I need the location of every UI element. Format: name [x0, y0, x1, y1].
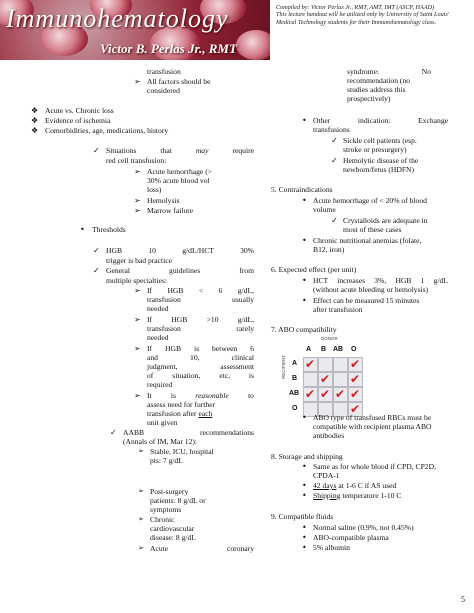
- text-line: Crystalloids are adequate in: [343, 216, 428, 225]
- arrowhead-bullet-icon: ➢: [134, 206, 141, 215]
- text-line: and 10, clinical: [147, 353, 254, 362]
- text-line: Sickle cell patients (esp.: [343, 136, 417, 145]
- text-line: Acute hemorrhage of < 20% of blood: [313, 196, 427, 205]
- text-line: symptoms: [150, 505, 182, 514]
- credit-line: Medical Technology students for their Immunohematology class.: [276, 18, 437, 26]
- arrowhead-bullet-icon: ➢: [134, 77, 141, 86]
- text-line: HGB 10 g/dL/HCT 30%: [106, 246, 254, 255]
- check-bullet-icon: ✓: [331, 216, 338, 225]
- text-line: If HGB is between 6: [147, 344, 254, 353]
- text-line: Acute coronary: [150, 544, 254, 553]
- bullet-dot-icon: •: [302, 276, 307, 285]
- diamond-bullet-icon: ❖: [31, 126, 39, 135]
- donor-column-header: AB: [333, 346, 344, 353]
- recipient-row-header: A: [292, 360, 298, 367]
- abo-compatibility-table: [281, 336, 363, 416]
- text-line: assess need for further: [147, 400, 216, 409]
- text-line: transfusions: [313, 125, 350, 134]
- text-line: Acute vs. Chronic loss: [45, 106, 114, 115]
- check-mark-icon: ✔: [350, 402, 361, 416]
- text-line: AABB recommendations: [123, 428, 254, 437]
- text-line: Chronic nutritional anemias (folate,: [313, 236, 422, 245]
- check-bullet-icon: ✓: [93, 246, 100, 255]
- text-line: ABO type of transfused RBCs must be: [313, 413, 432, 422]
- text-line: Shipping temperature 1-10 C: [313, 491, 402, 500]
- check-mark-icon: ✔: [305, 387, 316, 401]
- text-line: newborn/fetus (HDFN): [343, 165, 415, 174]
- text-line: Evidence of ischemia: [45, 116, 111, 125]
- text-line: ABO-compatible plasma: [313, 533, 389, 542]
- text-line: transfusion rarely: [147, 324, 254, 333]
- text-line: needed: [147, 333, 169, 342]
- text-line: stroke or presurgery): [343, 145, 407, 154]
- text-line: (Annals of IM, Mar 12):: [123, 437, 198, 446]
- text-line: (without acute bleeding or hemolysis): [313, 285, 429, 294]
- check-bullet-icon: ✓: [331, 156, 338, 165]
- section-heading: 5. Contraindications: [271, 185, 333, 194]
- donor-column-header: O: [351, 346, 357, 353]
- bullet-dot-icon: •: [302, 543, 307, 552]
- credit-line: This lecture handout will be utilized only by University of Saint Louis': [276, 11, 450, 19]
- recipient-row-header: O: [292, 405, 298, 412]
- text-line: needed: [147, 304, 169, 313]
- compatibility-cell: [333, 372, 348, 387]
- check-bullet-icon: ✓: [110, 428, 117, 437]
- check-mark-icon: ✔: [350, 387, 361, 401]
- bullet-dot-icon: •: [302, 236, 307, 245]
- check-bullet-icon: ✓: [331, 136, 338, 145]
- text-line: recommendation (no: [347, 76, 411, 85]
- text-line: Hemolysis: [147, 196, 180, 205]
- check-mark-icon: ✔: [335, 387, 346, 401]
- text-line: volume: [313, 205, 336, 214]
- text-line: Hemolytic disease of the: [343, 156, 419, 165]
- banner-title: Immunohematology: [6, 4, 229, 33]
- text-line: prospectively): [347, 94, 391, 103]
- arrowhead-bullet-icon: ➢: [134, 167, 141, 176]
- text-line: judgment, assessment: [147, 362, 254, 371]
- text-line: Other indication: Exchange: [313, 116, 448, 125]
- arrow-bullet-icon: ➢: [138, 487, 144, 495]
- recipient-label: RECIPIENT: [281, 354, 286, 379]
- donor-label: DONOR: [321, 336, 338, 341]
- arrow-bullet-icon: ➢: [138, 447, 144, 455]
- text-line: Acute hemorrhage (>: [147, 167, 213, 176]
- text-line: syndrome: No: [347, 67, 431, 76]
- bullet-dot-icon: •: [80, 225, 85, 234]
- donor-column-header: A: [306, 346, 312, 353]
- recipient-row-header: B: [292, 375, 298, 382]
- text-line: studies address this: [347, 85, 406, 94]
- text-line: loss): [147, 185, 162, 194]
- text-line: most of these cases: [343, 225, 402, 234]
- text-line: Post-surgery: [150, 487, 189, 496]
- compatibility-cell: [318, 357, 333, 372]
- compatibility-cell: [333, 357, 348, 372]
- bullet-dot-icon: •: [302, 462, 307, 471]
- text-line: CPDA-1: [313, 471, 340, 480]
- bullet-dot-icon: •: [302, 523, 307, 532]
- text-line: multiple specialties:: [106, 276, 167, 285]
- section-heading: 6. Expected effect (per unit): [271, 265, 357, 274]
- diamond-bullet-icon: ❖: [31, 106, 39, 115]
- arrow-bullet-icon: ➢: [138, 544, 144, 552]
- arrowhead-bullet-icon: ➢: [134, 196, 141, 205]
- donor-column-header: B: [321, 346, 327, 353]
- text-line: All factors should be: [147, 77, 211, 86]
- diamond-bullet-icon: ❖: [31, 116, 39, 125]
- text-line: transfusion: [147, 67, 181, 76]
- text-line: transfusion after each: [147, 409, 213, 418]
- text-line: patients: 8 g/dL or: [150, 496, 206, 505]
- text-line: considered: [147, 86, 180, 95]
- text-line: unit given: [147, 418, 178, 427]
- text-line: Stable, ICU, hospital: [150, 447, 214, 456]
- text-line: antibodies: [313, 431, 345, 440]
- bullet-dot-icon: •: [302, 481, 307, 490]
- text-line: 5% albumin: [313, 543, 350, 552]
- check-mark-icon: ✔: [350, 372, 361, 386]
- text-line: Same as for whole blood if CPD, CP2D,: [313, 462, 436, 471]
- text-line: Chronic: [150, 515, 175, 524]
- text-line: It is reasonable to: [147, 391, 254, 400]
- arrowhead-bullet-icon: ➢: [134, 315, 141, 324]
- text-line: HCT increases 3%, HGB 1 g/dL: [313, 276, 448, 285]
- text-line: Comorbidities, age, medications, history: [45, 126, 169, 135]
- banner-author: Victor B. Perlas Jr., RMT: [100, 41, 237, 56]
- text-line: Thresholds: [92, 225, 126, 234]
- arrowhead-bullet-icon: ➢: [134, 286, 141, 295]
- text-line: transfusion usually: [147, 295, 254, 304]
- section-heading: 7. ABO compatibility: [271, 325, 337, 334]
- text-line: pts: 7 g/dL: [150, 456, 183, 465]
- text-line: cardiovascular: [150, 524, 195, 533]
- text-line: disease: 8 g/dL: [150, 533, 196, 542]
- arrowhead-bullet-icon: ➢: [134, 344, 141, 353]
- credit-line: Compiled by: Victor Perlas Jr., RMT, AMT, IMT (ASCP, HAAD): [276, 4, 435, 11]
- bullet-dot-icon: •: [302, 196, 307, 205]
- text-line: If HGB >10 g/dL,: [147, 315, 254, 324]
- bullet-dot-icon: •: [302, 413, 307, 422]
- arrowhead-bullet-icon: ➢: [134, 391, 141, 400]
- text-line: Normal saline (0.9%, not 0.45%): [313, 523, 414, 532]
- text-line: Marrow failure: [147, 206, 194, 215]
- bullet-dot-icon: •: [302, 116, 307, 125]
- bullet-dot-icon: •: [302, 296, 307, 305]
- check-mark-icon: ✔: [320, 372, 331, 386]
- check-mark-icon: ✔: [305, 357, 316, 371]
- arrow-bullet-icon: ➢: [138, 515, 144, 523]
- check-bullet-icon: ✓: [93, 146, 100, 155]
- recipient-row-header: AB: [289, 390, 300, 397]
- text-line: red cell transfusion:: [106, 156, 167, 165]
- check-mark-icon: ✔: [350, 357, 361, 371]
- text-line: Situations that may require: [106, 146, 254, 155]
- section-heading: 9. Compatible fluids: [271, 512, 334, 521]
- text-line: required: [147, 380, 173, 389]
- bullet-dot-icon: •: [302, 533, 307, 542]
- text-line: Effect can be measured 15 minutes: [313, 296, 420, 305]
- text-line: B12, iron): [313, 245, 345, 254]
- bullet-dot-icon: •: [302, 491, 307, 500]
- text-line: compatible with recipient plasma ABO: [313, 422, 432, 431]
- section-heading: 8. Storage and shipping: [271, 452, 343, 461]
- credit-block: [276, 4, 472, 26]
- text-line: General guidelines from: [106, 266, 254, 275]
- page-number: 5: [461, 595, 465, 604]
- compatibility-cell: [303, 372, 318, 387]
- check-bullet-icon: ✓: [93, 266, 100, 275]
- text-line: If HGB < 6 g/dL,: [147, 286, 254, 295]
- text-line: trigger is bad practice: [106, 256, 172, 265]
- text-line: of situation, etc, is: [147, 371, 254, 380]
- text-line: after transfusion: [313, 305, 363, 314]
- check-mark-icon: ✔: [320, 387, 331, 401]
- text-line: 42 days at 1-6 C if AS used: [313, 481, 397, 490]
- text-line: 30% acute blood vol: [147, 176, 210, 185]
- header-banner: [0, 0, 270, 60]
